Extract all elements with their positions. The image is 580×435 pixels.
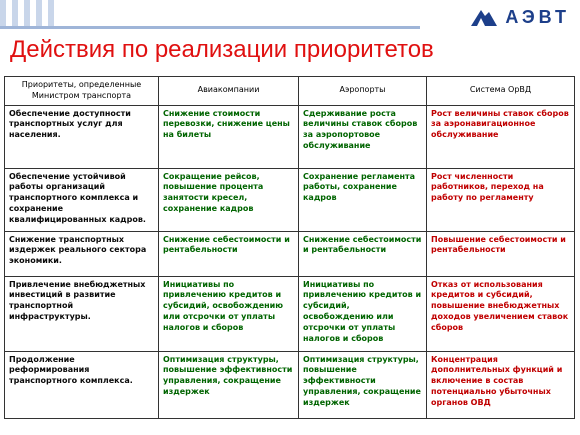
table-row	[5, 231, 575, 276]
logo-text: АЭВТ	[505, 6, 570, 27]
table-row	[5, 276, 575, 351]
cell-airlines: Снижение себестоимости и рентабельности	[159, 231, 299, 276]
cell-airports: Инициативы по привлечению кредитов и субсидий, освобождению или отсрочки от уплаты налогов и сборов	[299, 276, 427, 351]
cell-priority: Продолжение реформирования транспортного комплекса.	[5, 351, 159, 418]
logo-mountain-icon	[469, 6, 499, 28]
cell-airlines: Оптимизация структуры, повышение эффективности управления, сокращение издержек	[159, 351, 299, 418]
cell-airlines: Инициативы по привлечению кредитов и субсидий, освобождению или отсрочки от уплаты налогов и сборов	[159, 276, 299, 351]
priorities-table-container	[4, 76, 574, 419]
cell-atm: Концентрация дополнительных функций и включение в состав потенциально убыточных органов ОВД	[427, 351, 575, 418]
cell-atm: Повышение себестоимости и рентабельности	[427, 231, 575, 276]
header-airlines: Авиакомпании	[159, 77, 299, 106]
table-row	[5, 105, 575, 168]
cell-airlines: Сокращение рейсов, повышение процента занятости кресел, сохранение кадров	[159, 168, 299, 231]
cell-priority: Привлечение внебюджетных инвестиций в развитие транспортной инфраструктуры.	[5, 276, 159, 351]
cell-priority: Снижение транспортных издержек реального сектора экономики.	[5, 231, 159, 276]
header-checker-decoration	[0, 0, 60, 26]
table-row	[5, 351, 575, 418]
header-priorities: Приоритеты, определенные Министром транспорта	[5, 77, 159, 106]
cell-airports: Оптимизация структуры, повышение эффективности управления, сокращение издержек	[299, 351, 427, 418]
table-header-row	[5, 77, 575, 106]
cell-airlines: Снижение стоимости перевозки, снижение цены на билеты	[159, 105, 299, 168]
company-logo	[469, 6, 570, 28]
cell-airports: Сдерживание роста величины ставок сборов за аэропортовое обслуживание	[299, 105, 427, 168]
table-row	[5, 168, 575, 231]
cell-priority: Обеспечение устойчивой работы организаций транспортного комплекса и сохранение квалифицированных кадров.	[5, 168, 159, 231]
cell-atm: Рост численности работников, переход на работу по регламенту	[427, 168, 575, 231]
page-title: Действия по реализации приоритетов	[10, 36, 434, 63]
cell-priority: Обеспечение доступности транспортных услуг для населения.	[5, 105, 159, 168]
header-divider	[0, 26, 420, 29]
cell-airports: Сохранение регламента работы, сохранение кадров	[299, 168, 427, 231]
header-atm-system: Система ОрВД	[427, 77, 575, 106]
cell-atm: Рост величины ставок сборов за аэронавигационное обслуживание	[427, 105, 575, 168]
header-airports: Аэропорты	[299, 77, 427, 106]
priorities-table	[4, 76, 575, 419]
cell-airports: Снижение себестоимости и рентабельности	[299, 231, 427, 276]
cell-atm: Отказ от использования кредитов и субсидий, повышение внебюджетных доходов увеличением ставок сборов	[427, 276, 575, 351]
